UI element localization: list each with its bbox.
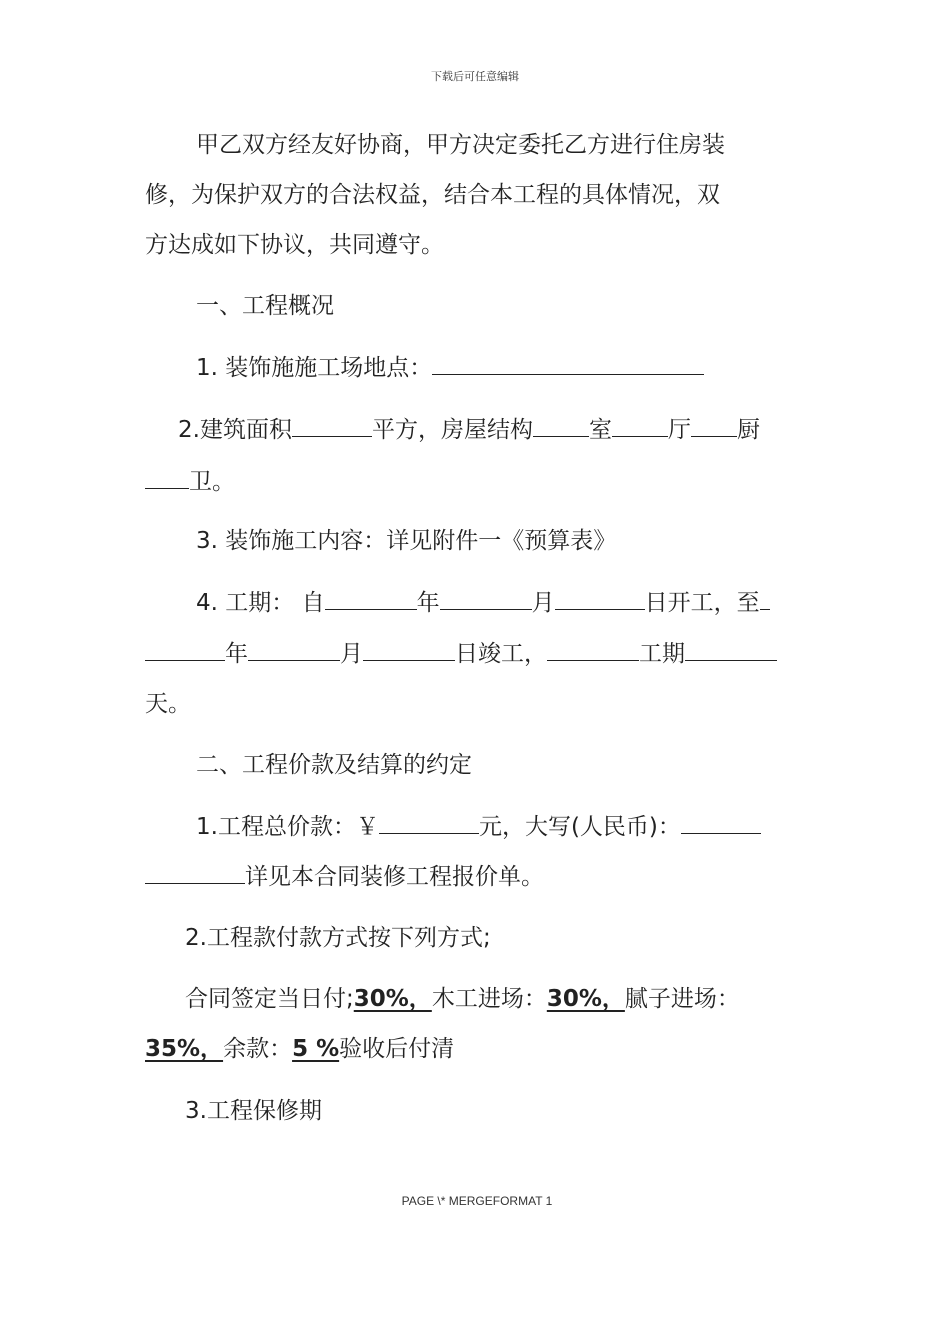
start-day-label: 日开工，至 xyxy=(644,590,760,616)
period-row-1 xyxy=(196,587,770,619)
price-row-1 xyxy=(196,811,761,843)
section-2-heading: 二、工程价款及结算的约定 xyxy=(196,752,472,778)
warranty-row: 3.工程保修期 xyxy=(185,1098,322,1124)
page-header: 下载后可任意编辑 xyxy=(431,70,519,83)
area-blank[interactable] xyxy=(292,414,372,437)
price-row-2 xyxy=(145,861,544,893)
period-note-blank[interactable] xyxy=(547,638,639,661)
sign-label: 合同签定当日付; xyxy=(185,986,354,1012)
balance-label: 余款： xyxy=(223,1036,293,1062)
balance-suffix: 验收后付清 xyxy=(339,1036,455,1062)
start-month-blank[interactable] xyxy=(440,587,532,610)
section-1-heading: 一、工程概况 xyxy=(196,293,334,319)
balance-percent: 5 % xyxy=(292,1036,340,1062)
site-address-label: 1. 装饰施施工场地点： xyxy=(196,355,433,381)
start-day-blank[interactable] xyxy=(555,587,645,610)
end-month-blank[interactable] xyxy=(248,638,340,661)
kitchen-label: 厨 xyxy=(736,417,760,443)
bath-label: 卫。 xyxy=(189,469,235,495)
price-label: 1.工程总价款：￥ xyxy=(196,814,379,840)
period-row-2 xyxy=(145,638,777,670)
start-year-blank[interactable] xyxy=(325,587,417,610)
end-month-label: 月 xyxy=(340,641,363,667)
price-suffix: 详见本合同装修工程报价单。 xyxy=(245,864,544,890)
payment-method-row: 2.工程款付款方式按下列方式; xyxy=(185,925,491,951)
carpentry-label: 木工进场： xyxy=(431,986,547,1012)
bath-row xyxy=(145,466,235,498)
intro-line-2: 修，为保护双方的合法权益，结合本工程的具体情况，双 xyxy=(145,182,720,208)
putty-label: 腻子进场： xyxy=(624,986,740,1012)
price-blank[interactable] xyxy=(379,811,479,834)
hall-blank[interactable] xyxy=(612,414,668,437)
page-footer: PAGE \* MERGEFORMAT 1 xyxy=(401,1194,553,1208)
room-label: 室 xyxy=(588,417,612,443)
start-year-label: 年 xyxy=(416,590,440,616)
carpentry-percent: 30%， xyxy=(546,986,625,1012)
hall-label: 厅 xyxy=(667,417,691,443)
room-blank[interactable] xyxy=(533,414,589,437)
period-prefix: 4. 工期： 自 xyxy=(196,590,325,616)
area-label: 2.建筑面积 xyxy=(178,417,292,443)
period-days-blank[interactable] xyxy=(685,638,777,661)
start-month-label: 月 xyxy=(531,590,555,616)
end-year-blank-start[interactable] xyxy=(760,587,770,610)
end-day-blank[interactable] xyxy=(363,638,455,661)
period-label: 工期 xyxy=(639,641,685,667)
period-days-label: 天。 xyxy=(145,691,191,717)
sign-percent: 30%， xyxy=(353,986,432,1012)
intro-line-1: 甲乙双方经友好协商，甲方决定委托乙方进行住房装 xyxy=(196,132,725,158)
area-row xyxy=(178,414,760,446)
price-capital-blank-2[interactable] xyxy=(145,861,245,884)
structure-label: 平方，房屋结构 xyxy=(371,417,533,443)
site-address-blank[interactable] xyxy=(432,352,704,375)
putty-percent: 35%， xyxy=(145,1036,224,1062)
payment-row-2 xyxy=(145,1033,454,1065)
kitchen-blank[interactable] xyxy=(691,414,737,437)
content-row: 3. 装饰施工内容：详见附件一《预算表》 xyxy=(196,528,617,554)
end-year-label: 年 xyxy=(225,641,248,667)
site-address-row xyxy=(196,352,704,384)
price-capital-blank[interactable] xyxy=(681,811,761,834)
intro-line-3: 方达成如下协议，共同遵守。 xyxy=(145,232,444,258)
payment-row-1 xyxy=(185,983,740,1015)
bath-blank[interactable] xyxy=(145,466,189,489)
end-year-blank[interactable] xyxy=(145,638,225,661)
price-capital-label: 元，大写(人民币)： xyxy=(478,814,681,840)
end-day-label: 日竣工， xyxy=(455,641,547,667)
